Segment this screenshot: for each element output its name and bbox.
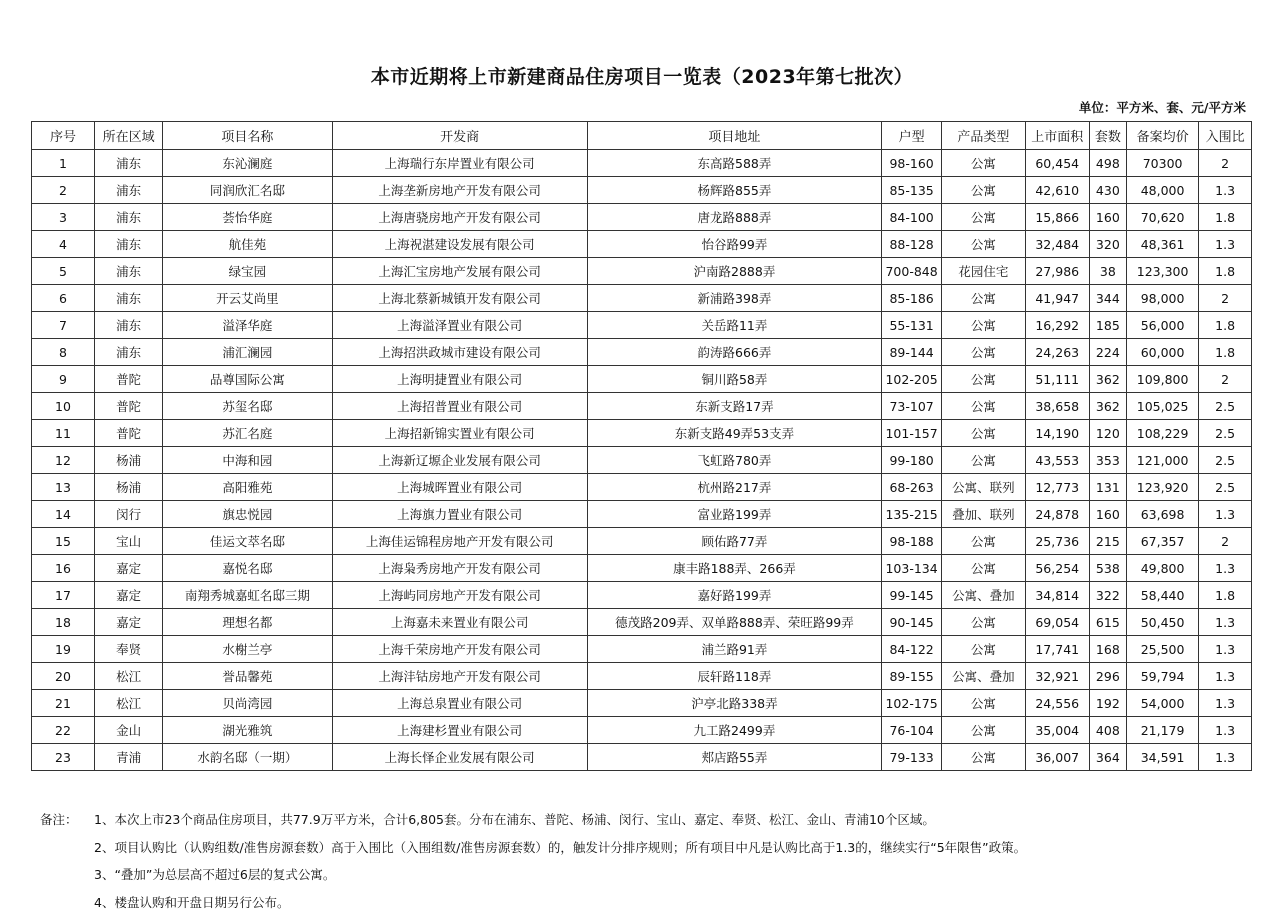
average-price-cell: 54,000 (1126, 690, 1198, 717)
unit-size-range-cell: 89-144 (882, 339, 942, 366)
admission-ratio-cell: 2 (1199, 285, 1252, 312)
developer-cell: 上海佳运锦程房地产开发有限公司 (332, 528, 587, 555)
note-line: 1、本次上市23个商品住房项目，共77.9万平方米，合计6,805套。分布在浦东、普陀、杨浦、闵行、宝山、嘉定、奉贤、松江、金山、青浦10个区域。 (94, 812, 935, 827)
unit-count-cell: 353 (1089, 447, 1126, 474)
average-price-cell: 105,025 (1126, 393, 1198, 420)
admission-ratio-cell: 1.3 (1199, 231, 1252, 258)
note-line: 4、楼盘认购和开盘日期另行公布。 (94, 894, 290, 910)
admission-ratio-cell: 1.3 (1199, 717, 1252, 744)
product-type-cell: 公寓、联列 (942, 474, 1026, 501)
unit-count-cell: 498 (1089, 150, 1126, 177)
district-cell: 嘉定 (95, 582, 163, 609)
row-number-cell: 12 (32, 447, 95, 474)
district-cell: 宝山 (95, 528, 163, 555)
product-type-cell: 公寓 (942, 393, 1026, 420)
listed-area-cell: 41,947 (1025, 285, 1089, 312)
project-address-cell: 东高路588弄 (587, 150, 881, 177)
district-cell: 浦东 (95, 231, 163, 258)
project-name-cell: 东沁澜庭 (163, 150, 332, 177)
listed-area-cell: 60,454 (1025, 150, 1089, 177)
district-cell: 浦东 (95, 177, 163, 204)
average-price-cell: 34,591 (1126, 744, 1198, 771)
unit-size-range-cell: 135-215 (882, 501, 942, 528)
row-number-cell: 13 (32, 474, 95, 501)
unit-count-cell: 320 (1089, 231, 1126, 258)
listed-area-cell: 51,111 (1025, 366, 1089, 393)
project-address-cell: 关岳路11弄 (587, 312, 881, 339)
product-type-cell: 公寓、叠加 (942, 582, 1026, 609)
header-cell: 开发商 (332, 122, 587, 150)
unit-size-range-cell: 73-107 (882, 393, 942, 420)
project-name-cell: 同润欣汇名邸 (163, 177, 332, 204)
project-name-cell: 水榭兰亭 (163, 636, 332, 663)
average-price-cell: 49,800 (1126, 555, 1198, 582)
unit-count-cell: 160 (1089, 204, 1126, 231)
project-address-cell: 杭州路217弄 (587, 474, 881, 501)
district-cell: 浦东 (95, 285, 163, 312)
unit-count-cell: 362 (1089, 393, 1126, 420)
header-cell: 项目地址 (587, 122, 881, 150)
listed-area-cell: 32,484 (1025, 231, 1089, 258)
listed-area-cell: 35,004 (1025, 717, 1089, 744)
table-row (32, 744, 1252, 771)
average-price-cell: 108,229 (1126, 420, 1198, 447)
project-address-cell: 韵涛路666弄 (587, 339, 881, 366)
unit-count-cell: 120 (1089, 420, 1126, 447)
average-price-cell: 58,440 (1126, 582, 1198, 609)
developer-cell: 上海长怿企业发展有限公司 (332, 744, 587, 771)
product-type-cell: 叠加、联列 (942, 501, 1026, 528)
project-name-cell: 水韵名邸（一期） (163, 744, 332, 771)
product-type-cell: 公寓 (942, 447, 1026, 474)
row-number-cell: 7 (32, 312, 95, 339)
developer-cell: 上海招普置业有限公司 (332, 393, 587, 420)
developer-cell: 上海新辽塬企业发展有限公司 (332, 447, 587, 474)
table-row (32, 528, 1252, 555)
district-cell: 杨浦 (95, 447, 163, 474)
header-cell: 产品类型 (942, 122, 1026, 150)
unit-size-range-cell: 99-145 (882, 582, 942, 609)
project-name-cell: 佳运文萃名邸 (163, 528, 332, 555)
table-row (32, 339, 1252, 366)
unit-count-cell: 38 (1089, 258, 1126, 285)
district-cell: 奉贤 (95, 636, 163, 663)
row-number-cell: 8 (32, 339, 95, 366)
average-price-cell: 63,698 (1126, 501, 1198, 528)
unit-size-range-cell: 84-122 (882, 636, 942, 663)
district-cell: 杨浦 (95, 474, 163, 501)
row-number-cell: 22 (32, 717, 95, 744)
average-price-cell: 56,000 (1126, 312, 1198, 339)
product-type-cell: 公寓 (942, 312, 1026, 339)
row-number-cell: 11 (32, 420, 95, 447)
unit-count-cell: 131 (1089, 474, 1126, 501)
table-row (32, 609, 1252, 636)
project-name-cell: 湖光雅筑 (163, 717, 332, 744)
average-price-cell: 70,620 (1126, 204, 1198, 231)
unit-size-range-cell: 102-175 (882, 690, 942, 717)
unit-size-range-cell: 68-263 (882, 474, 942, 501)
average-price-cell: 98,000 (1126, 285, 1198, 312)
admission-ratio-cell: 2.5 (1199, 474, 1252, 501)
average-price-cell: 25,500 (1126, 636, 1198, 663)
row-number-cell: 2 (32, 177, 95, 204)
project-address-cell: 浦兰路91弄 (587, 636, 881, 663)
table-row (32, 420, 1252, 447)
product-type-cell: 公寓、叠加 (942, 663, 1026, 690)
district-cell: 普陀 (95, 393, 163, 420)
product-type-cell: 公寓 (942, 528, 1026, 555)
project-address-cell: 郏店路55弄 (587, 744, 881, 771)
project-name-cell: 旗忠悦园 (163, 501, 332, 528)
row-number-cell: 6 (32, 285, 95, 312)
project-name-cell: 溢泽华庭 (163, 312, 332, 339)
product-type-cell: 公寓 (942, 609, 1026, 636)
row-number-cell: 23 (32, 744, 95, 771)
table-row (32, 555, 1252, 582)
project-name-cell: 绿宝园 (163, 258, 332, 285)
admission-ratio-cell: 1.3 (1199, 177, 1252, 204)
district-cell: 浦东 (95, 339, 163, 366)
developer-cell: 上海枭秀房地产开发有限公司 (332, 555, 587, 582)
developer-cell: 上海旗力置业有限公司 (332, 501, 587, 528)
unit-size-range-cell: 103-134 (882, 555, 942, 582)
district-cell: 浦东 (95, 312, 163, 339)
product-type-cell: 公寓 (942, 366, 1026, 393)
table-row (32, 393, 1252, 420)
note-line: 3、“叠加”为总层高不超过6层的复式公寓。 (94, 867, 336, 882)
project-address-cell: 顾佑路77弄 (587, 528, 881, 555)
unit-count-cell: 322 (1089, 582, 1126, 609)
table-row (32, 447, 1252, 474)
listed-area-cell: 17,741 (1025, 636, 1089, 663)
product-type-cell: 公寓 (942, 177, 1026, 204)
unit-size-range-cell: 84-100 (882, 204, 942, 231)
unit-count-cell: 408 (1089, 717, 1126, 744)
listed-area-cell: 56,254 (1025, 555, 1089, 582)
notes-prefix: 备注： (40, 812, 78, 827)
average-price-cell: 123,300 (1126, 258, 1198, 285)
developer-cell: 上海建杉置业有限公司 (332, 717, 587, 744)
row-number-cell: 16 (32, 555, 95, 582)
district-cell: 松江 (95, 663, 163, 690)
project-address-cell: 沪南路2888弄 (587, 258, 881, 285)
project-address-cell: 飞虹路780弄 (587, 447, 881, 474)
unit-size-range-cell: 101-157 (882, 420, 942, 447)
listed-area-cell: 16,292 (1025, 312, 1089, 339)
row-number-cell: 15 (32, 528, 95, 555)
row-number-cell: 1 (32, 150, 95, 177)
district-cell: 青浦 (95, 744, 163, 771)
product-type-cell: 公寓 (942, 744, 1026, 771)
listed-area-cell: 25,736 (1025, 528, 1089, 555)
district-cell: 金山 (95, 717, 163, 744)
header-cell: 序号 (32, 122, 95, 150)
project-name-cell: 苏汇名庭 (163, 420, 332, 447)
row-number-cell: 10 (32, 393, 95, 420)
developer-cell: 上海北蔡新城镇开发有限公司 (332, 285, 587, 312)
table-row (32, 474, 1252, 501)
admission-ratio-cell: 1.3 (1199, 636, 1252, 663)
row-number-cell: 17 (32, 582, 95, 609)
district-cell: 闵行 (95, 501, 163, 528)
project-address-cell: 嘉好路199弄 (587, 582, 881, 609)
row-number-cell: 20 (32, 663, 95, 690)
project-name-cell: 南翔秀城嘉虹名邸三期 (163, 582, 332, 609)
developer-cell: 上海总泉置业有限公司 (332, 690, 587, 717)
developer-cell: 上海祝湛建设发展有限公司 (332, 231, 587, 258)
unit-size-range-cell: 102-205 (882, 366, 942, 393)
developer-cell: 上海招洪政城市建设有限公司 (332, 339, 587, 366)
unit-label: 单位：平方米、套、元/平方米 (1078, 100, 1246, 115)
district-cell: 普陀 (95, 366, 163, 393)
header-cell: 项目名称 (163, 122, 332, 150)
listed-area-cell: 36,007 (1025, 744, 1089, 771)
district-cell: 浦东 (95, 150, 163, 177)
project-name-cell: 理想名都 (163, 609, 332, 636)
table-row (32, 636, 1252, 663)
unit-count-cell: 344 (1089, 285, 1126, 312)
table-header-row (32, 122, 1252, 150)
district-cell: 浦东 (95, 204, 163, 231)
developer-cell: 上海屿同房地产开发有限公司 (332, 582, 587, 609)
row-number-cell: 9 (32, 366, 95, 393)
row-number-cell: 21 (32, 690, 95, 717)
page-title: 本市近期将上市新建商品住房项目一览表（2023年第七批次） (370, 66, 914, 88)
average-price-cell: 123,920 (1126, 474, 1198, 501)
developer-cell: 上海唐骁房地产开发有限公司 (332, 204, 587, 231)
unit-count-cell: 430 (1089, 177, 1126, 204)
admission-ratio-cell: 1.3 (1199, 663, 1252, 690)
district-cell: 嘉定 (95, 609, 163, 636)
project-name-cell: 浦汇澜园 (163, 339, 332, 366)
listed-area-cell: 69,054 (1025, 609, 1089, 636)
row-number-cell: 4 (32, 231, 95, 258)
unit-size-range-cell: 85-186 (882, 285, 942, 312)
unit-size-range-cell: 79-133 (882, 744, 942, 771)
admission-ratio-cell: 1.3 (1199, 501, 1252, 528)
table-row (32, 258, 1252, 285)
unit-count-cell: 615 (1089, 609, 1126, 636)
table-row (32, 717, 1252, 744)
average-price-cell: 109,800 (1126, 366, 1198, 393)
table-row (32, 501, 1252, 528)
unit-size-range-cell: 700-848 (882, 258, 942, 285)
unit-size-range-cell: 85-135 (882, 177, 942, 204)
listed-area-cell: 24,263 (1025, 339, 1089, 366)
row-number-cell: 14 (32, 501, 95, 528)
product-type-cell: 公寓 (942, 690, 1026, 717)
admission-ratio-cell: 1.8 (1199, 258, 1252, 285)
unit-count-cell: 185 (1089, 312, 1126, 339)
average-price-cell: 21,179 (1126, 717, 1198, 744)
product-type-cell: 公寓 (942, 339, 1026, 366)
table-row (32, 150, 1252, 177)
unit-count-cell: 224 (1089, 339, 1126, 366)
project-name-cell: 航佳苑 (163, 231, 332, 258)
product-type-cell: 花园住宅 (942, 258, 1026, 285)
unit-size-range-cell: 99-180 (882, 447, 942, 474)
header-cell: 套数 (1089, 122, 1126, 150)
project-address-cell: 富业路199弄 (587, 501, 881, 528)
product-type-cell: 公寓 (942, 231, 1026, 258)
admission-ratio-cell: 1.8 (1199, 204, 1252, 231)
listed-area-cell: 34,814 (1025, 582, 1089, 609)
project-address-cell: 康丰路188弄、266弄 (587, 555, 881, 582)
listed-area-cell: 24,556 (1025, 690, 1089, 717)
admission-ratio-cell: 1.8 (1199, 312, 1252, 339)
developer-cell: 上海溢泽置业有限公司 (332, 312, 587, 339)
average-price-cell: 121,000 (1126, 447, 1198, 474)
developer-cell: 上海垄新房地产开发有限公司 (332, 177, 587, 204)
listed-area-cell: 15,866 (1025, 204, 1089, 231)
admission-ratio-cell: 2.5 (1199, 420, 1252, 447)
project-address-cell: 东新支路49弄53支弄 (587, 420, 881, 447)
project-address-cell: 杨辉路855弄 (587, 177, 881, 204)
table-row (32, 177, 1252, 204)
listed-area-cell: 32,921 (1025, 663, 1089, 690)
project-address-cell: 东新支路17弄 (587, 393, 881, 420)
developer-cell: 上海明捷置业有限公司 (332, 366, 587, 393)
district-cell: 嘉定 (95, 555, 163, 582)
unit-size-range-cell: 76-104 (882, 717, 942, 744)
header-cell: 户型 (882, 122, 942, 150)
project-name-cell: 中海和园 (163, 447, 332, 474)
unit-size-range-cell: 98-188 (882, 528, 942, 555)
table-row (32, 366, 1252, 393)
unit-size-range-cell: 98-160 (882, 150, 942, 177)
row-number-cell: 3 (32, 204, 95, 231)
admission-ratio-cell: 2.5 (1199, 393, 1252, 420)
project-name-cell: 开云艾尚里 (163, 285, 332, 312)
average-price-cell: 48,361 (1126, 231, 1198, 258)
unit-count-cell: 160 (1089, 501, 1126, 528)
listed-area-cell: 43,553 (1025, 447, 1089, 474)
header-cell: 入围比 (1199, 122, 1252, 150)
project-address-cell: 辰轩路118弄 (587, 663, 881, 690)
admission-ratio-cell: 1.3 (1199, 744, 1252, 771)
average-price-cell: 50,450 (1126, 609, 1198, 636)
developer-cell: 上海嘉未来置业有限公司 (332, 609, 587, 636)
developer-cell: 上海沣钴房地产开发有限公司 (332, 663, 587, 690)
listed-area-cell: 24,878 (1025, 501, 1089, 528)
header-cell: 所在区域 (95, 122, 163, 150)
admission-ratio-cell: 1.8 (1199, 339, 1252, 366)
admission-ratio-cell: 2 (1199, 150, 1252, 177)
developer-cell: 上海城晖置业有限公司 (332, 474, 587, 501)
unit-size-range-cell: 55-131 (882, 312, 942, 339)
product-type-cell: 公寓 (942, 285, 1026, 312)
table-row (32, 231, 1252, 258)
table-row (32, 582, 1252, 609)
unit-size-range-cell: 89-155 (882, 663, 942, 690)
unit-count-cell: 364 (1089, 744, 1126, 771)
table-row (32, 663, 1252, 690)
project-address-cell: 九工路2499弄 (587, 717, 881, 744)
project-address-cell: 怡谷路99弄 (587, 231, 881, 258)
header-cell: 备案均价 (1126, 122, 1198, 150)
district-cell: 松江 (95, 690, 163, 717)
product-type-cell: 公寓 (942, 420, 1026, 447)
average-price-cell: 60,000 (1126, 339, 1198, 366)
row-number-cell: 19 (32, 636, 95, 663)
unit-count-cell: 362 (1089, 366, 1126, 393)
unit-count-cell: 538 (1089, 555, 1126, 582)
project-name-cell: 嘉悦名邸 (163, 555, 332, 582)
project-name-cell: 荟怡华庭 (163, 204, 332, 231)
district-cell: 浦东 (95, 258, 163, 285)
row-number-cell: 18 (32, 609, 95, 636)
district-cell: 普陀 (95, 420, 163, 447)
unit-size-range-cell: 90-145 (882, 609, 942, 636)
average-price-cell: 70300 (1126, 150, 1198, 177)
admission-ratio-cell: 1.3 (1199, 609, 1252, 636)
unit-count-cell: 192 (1089, 690, 1126, 717)
project-name-cell: 苏玺名邸 (163, 393, 332, 420)
product-type-cell: 公寓 (942, 555, 1026, 582)
project-address-cell: 唐龙路888弄 (587, 204, 881, 231)
header-cell: 上市面积 (1025, 122, 1089, 150)
product-type-cell: 公寓 (942, 204, 1026, 231)
project-name-cell: 品尊国际公寓 (163, 366, 332, 393)
project-address-cell: 新浦路398弄 (587, 285, 881, 312)
project-address-cell: 铜川路58弄 (587, 366, 881, 393)
average-price-cell: 67,357 (1126, 528, 1198, 555)
developer-cell: 上海汇宝房地产发展有限公司 (332, 258, 587, 285)
table-row (32, 204, 1252, 231)
listed-area-cell: 14,190 (1025, 420, 1089, 447)
project-address-cell: 沪亭北路338弄 (587, 690, 881, 717)
unit-count-cell: 296 (1089, 663, 1126, 690)
note-line: 2、项目认购比（认购组数/准售房源套数）高于入围比（入围组数/准售房源套数）的，触发计分排序规则；所有项目中凡是认购比高于1.3的，继续实行“5年限售”政策。 (94, 839, 1027, 855)
row-number-cell: 5 (32, 258, 95, 285)
admission-ratio-cell: 2 (1199, 528, 1252, 555)
average-price-cell: 48,000 (1126, 177, 1198, 204)
listed-area-cell: 42,610 (1025, 177, 1089, 204)
listed-area-cell: 12,773 (1025, 474, 1089, 501)
table-row (32, 312, 1252, 339)
admission-ratio-cell: 1.3 (1199, 690, 1252, 717)
unit-count-cell: 168 (1089, 636, 1126, 663)
developer-cell: 上海招新锦实置业有限公司 (332, 420, 587, 447)
project-name-cell: 誉品馨苑 (163, 663, 332, 690)
project-address-cell: 德茂路209弄、双单路888弄、荣旺路99弄 (587, 609, 881, 636)
product-type-cell: 公寓 (942, 717, 1026, 744)
unit-count-cell: 215 (1089, 528, 1126, 555)
admission-ratio-cell: 2.5 (1199, 447, 1252, 474)
product-type-cell: 公寓 (942, 636, 1026, 663)
admission-ratio-cell: 1.3 (1199, 555, 1252, 582)
product-type-cell: 公寓 (942, 150, 1026, 177)
admission-ratio-cell: 2 (1199, 366, 1252, 393)
project-name-cell: 高阳雅苑 (163, 474, 332, 501)
unit-size-range-cell: 88-128 (882, 231, 942, 258)
table-row (32, 690, 1252, 717)
developer-cell: 上海瑞行东岸置业有限公司 (332, 150, 587, 177)
table-row (32, 285, 1252, 312)
table-body (32, 150, 1252, 771)
admission-ratio-cell: 1.8 (1199, 582, 1252, 609)
project-name-cell: 贝尚湾园 (163, 690, 332, 717)
listed-area-cell: 38,658 (1025, 393, 1089, 420)
listed-area-cell: 27,986 (1025, 258, 1089, 285)
notes-section (40, 806, 1260, 916)
developer-cell: 上海千荣房地产开发有限公司 (332, 636, 587, 663)
housing-projects-table (31, 121, 1252, 771)
average-price-cell: 59,794 (1126, 663, 1198, 690)
